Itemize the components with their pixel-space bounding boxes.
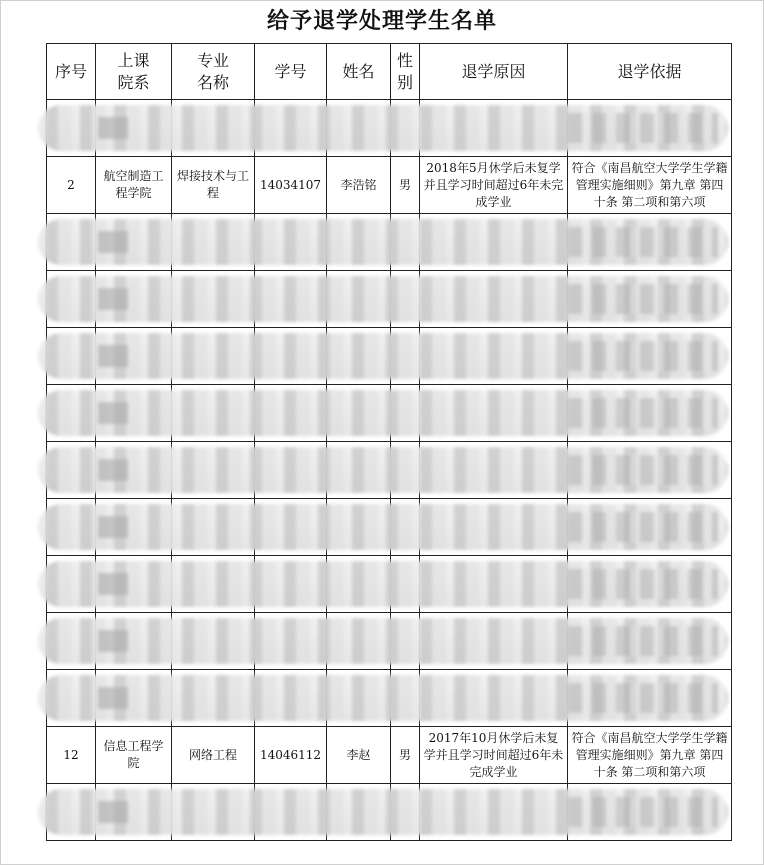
withdrawal-student-table [46,43,732,841]
header-college: 上课 院系 [96,44,172,100]
redaction-band [38,276,728,322]
cell-name: 李浩铭 [327,157,391,214]
cell-name: 李赵 [327,727,391,784]
cell-reason: 2017年10月休学后未复学并且学习时间超过6年未完成学业 [420,727,568,784]
redaction-band [38,333,728,379]
cell-index: 2 [47,157,96,214]
cell-college: 航空制造工程学院 [96,157,172,214]
redaction-band [38,561,728,607]
cell-reason: 2018年5月休学后未复学并且学习时间超过6年未完成学业 [420,157,568,214]
redaction-band [38,675,728,721]
redaction-band [38,447,728,493]
redaction-band [38,219,728,265]
header-basis: 退学依据 [568,44,732,100]
redaction-band [38,105,728,151]
table-row [47,157,732,214]
redaction-band [38,618,728,664]
header-name: 姓名 [327,44,391,100]
redaction-band [38,390,728,436]
cell-major: 焊接技术与工程 [172,157,255,214]
header-row [47,44,732,100]
cell-gender: 男 [391,157,420,214]
cell-college: 信息工程学院 [96,727,172,784]
cell-gender: 男 [391,727,420,784]
header-reason: 退学原因 [420,44,568,100]
header-gender: 性 别 [391,44,420,100]
header-major: 专业 名称 [172,44,255,100]
cell-basis: 符合《南昌航空大学学生学籍管理实施细则》第九章 第四十条 第二项和第六项 [568,727,732,784]
document-title: 给予退学处理学生名单 [266,9,497,34]
cell-major: 网络工程 [172,727,255,784]
cell-basis: 符合《南昌航空大学学生学籍管理实施细则》第九章 第四十条 第二项和第六项 [568,157,732,214]
redaction-band [38,789,728,835]
cell-student-id: 14046112 [255,727,327,784]
cell-student-id: 14034107 [255,157,327,214]
table-row [47,727,732,784]
redaction-band [38,504,728,550]
cell-index: 12 [47,727,96,784]
header-index: 序号 [47,44,96,100]
header-student-id: 学号 [255,44,327,100]
